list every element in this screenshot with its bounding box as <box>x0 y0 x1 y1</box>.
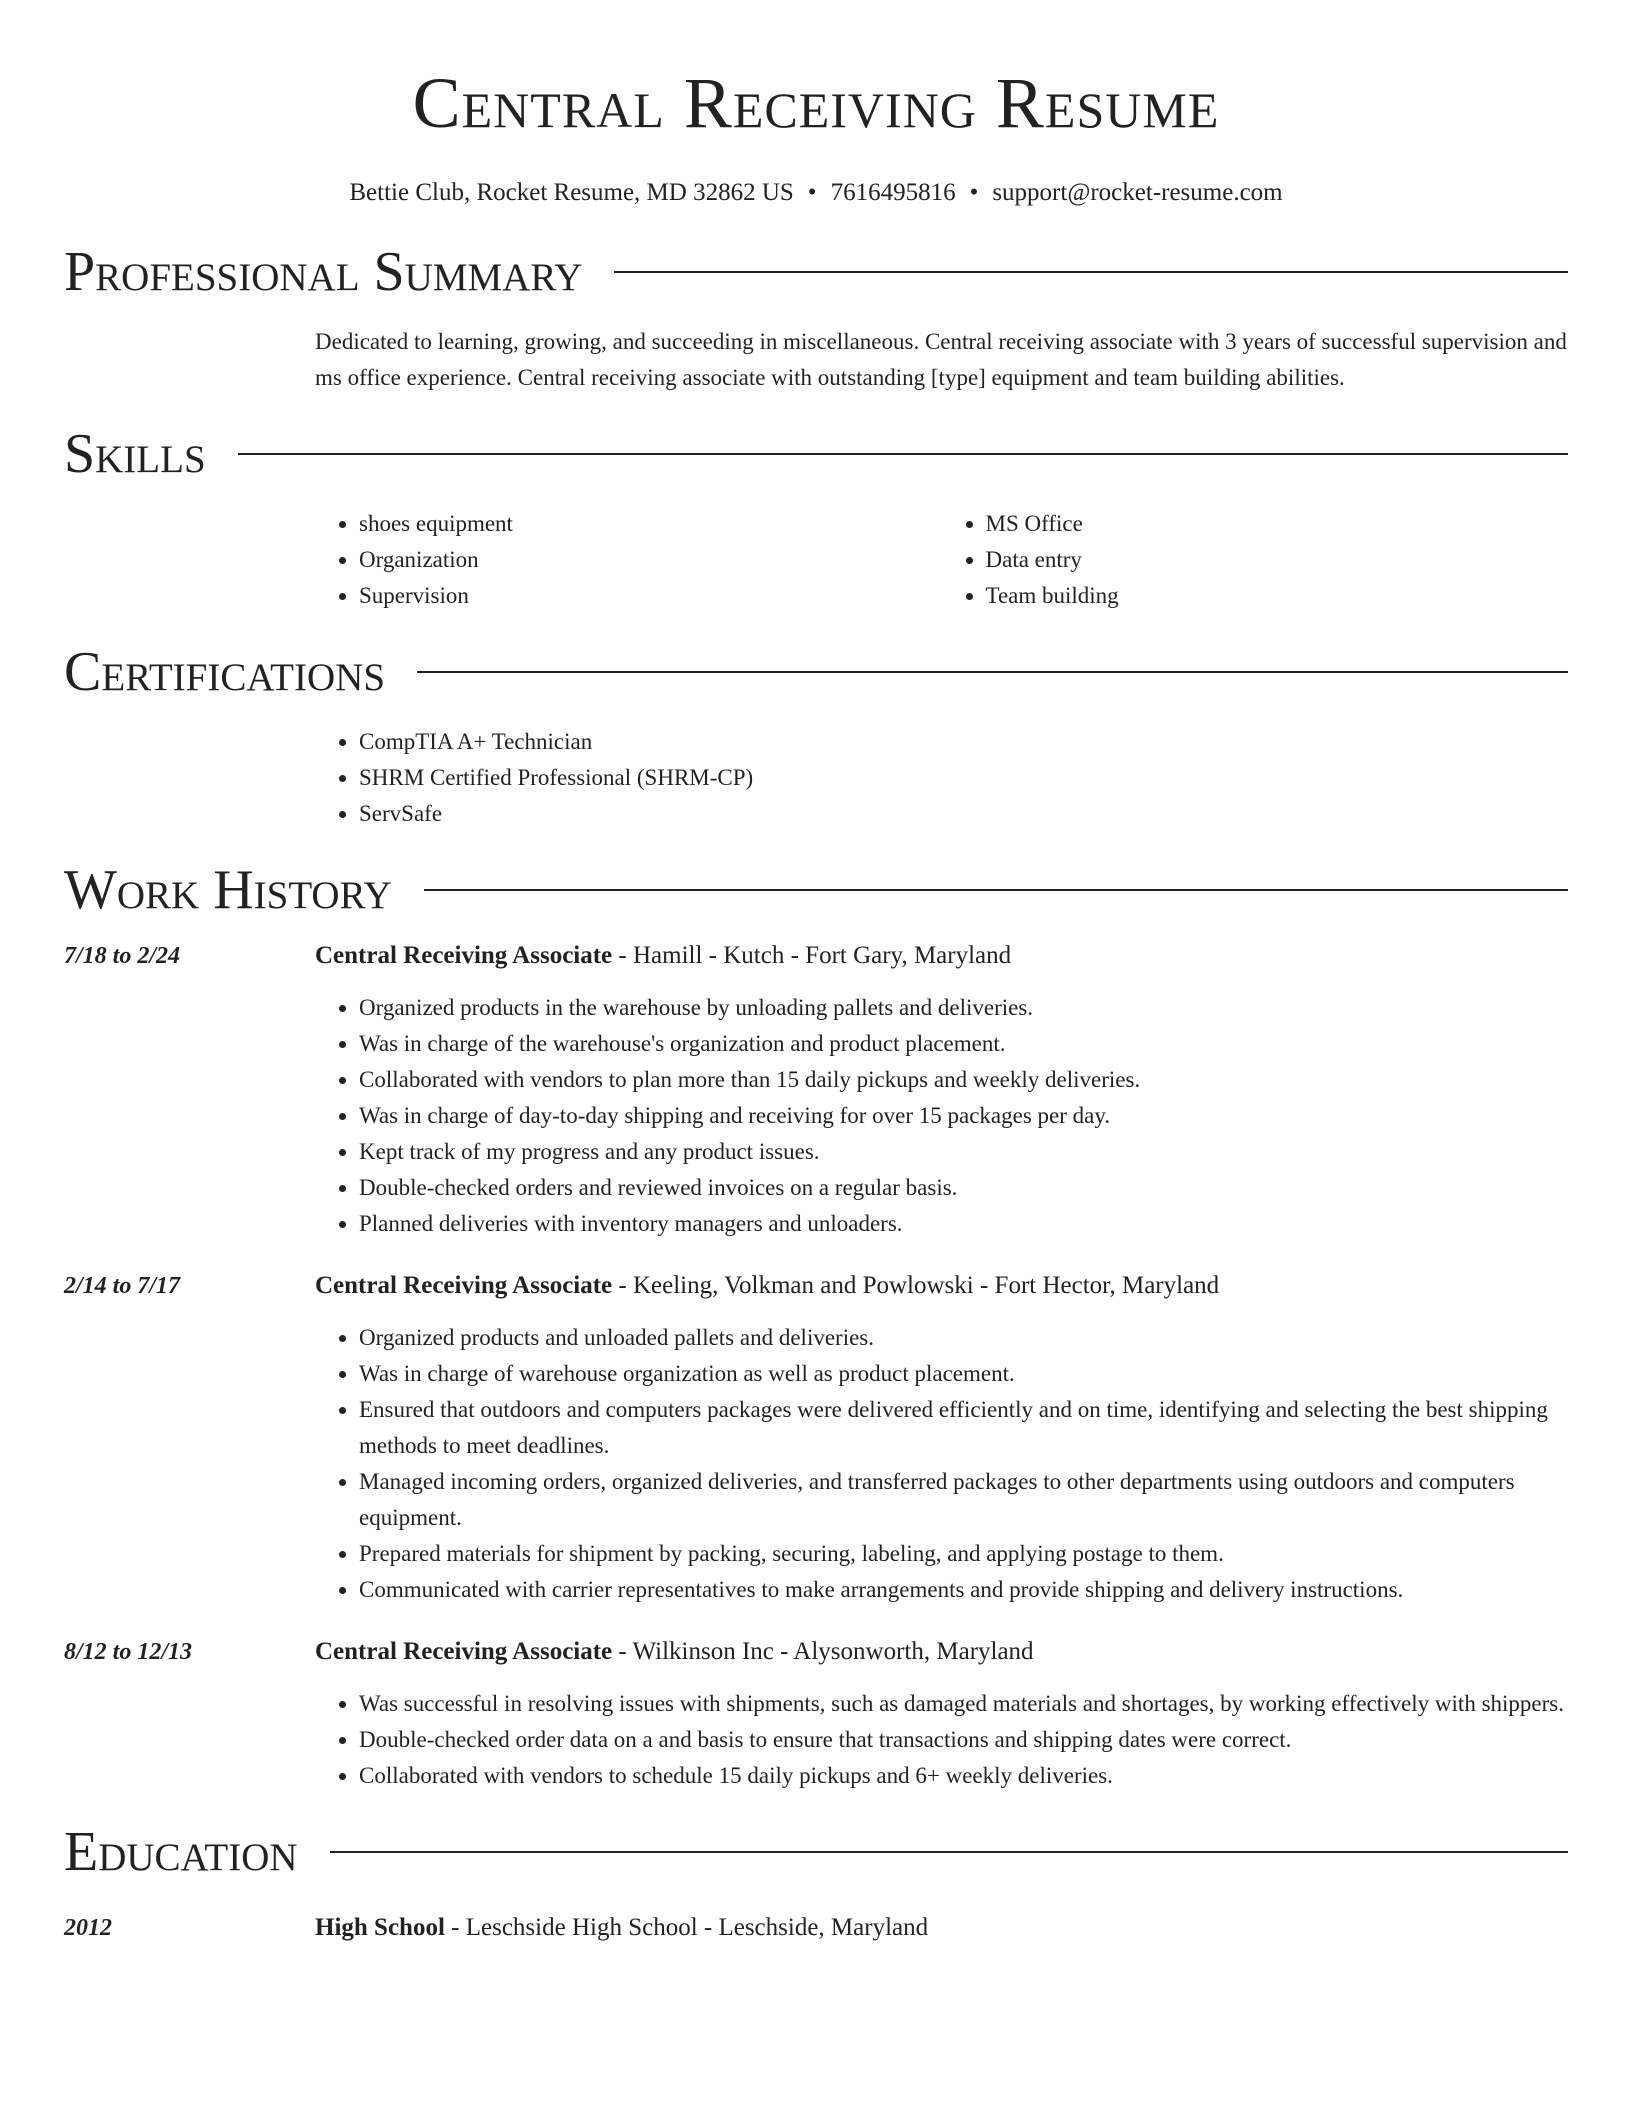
contact-separator: • <box>807 179 817 206</box>
skill-item: • Team building <box>986 578 1569 614</box>
certifications-list <box>315 724 1568 832</box>
skills-column-right <box>942 506 1569 614</box>
job-dates: 2/14 to 7/17 <box>64 1273 181 1299</box>
job-bullet: • Prepared materials for shipment by packing, securing, labeling, and applying postage to them. <box>359 1536 1568 1572</box>
education-section-header <box>64 1820 1568 1884</box>
certifications-heading: Certifications <box>64 641 386 703</box>
job-header <box>315 1634 1568 1670</box>
job-bullet: • Kept track of my progress and any product issues. <box>359 1134 1568 1170</box>
job-employer: - Wilkinson Inc - Alysonworth, Maryland <box>612 1638 1034 1665</box>
job-bullet: • Communicated with carrier representatives to make arrangements and provide shipping and delivery instructions. <box>359 1572 1568 1608</box>
education-entry <box>64 1910 1568 1962</box>
job-bullet: • Organized products in the warehouse by unloading pallets and deliveries. <box>359 990 1568 1026</box>
job-entry <box>64 1268 1568 1608</box>
job-bullet: • Organized products and unloaded pallets and deliveries. <box>359 1320 1568 1356</box>
job-bullets <box>315 990 1568 1242</box>
job-dates: 8/12 to 12/13 <box>64 1639 193 1665</box>
certifications-bullets <box>315 724 1568 832</box>
job-bullet: • Collaborated with vendors to plan more than 15 daily pickups and weekly deliveries. <box>359 1062 1568 1098</box>
skills-section-header <box>64 422 1568 486</box>
skill-item: • MS Office <box>986 506 1569 542</box>
job-title: Central Receiving Associate <box>315 942 613 969</box>
job-bullet: • Was in charge of warehouse organization as well as product placement. <box>359 1356 1568 1392</box>
skill-item: • Organization <box>359 542 942 578</box>
job-header <box>315 938 1568 974</box>
contact-line <box>64 178 1568 208</box>
job-bullet: • Ensured that outdoors and computers packages were delivered efficiently and on time, identifying and selecting the best shipping methods to meet deadlines. <box>359 1392 1568 1464</box>
job-bullets <box>315 1320 1568 1608</box>
job-entry <box>64 1634 1568 1794</box>
skill-item: • shoes equipment <box>359 506 942 542</box>
education-degree: High School <box>315 1914 445 1941</box>
job-details <box>315 938 1568 1242</box>
job-bullet: • Double-checked orders and reviewed invoices on a regular basis. <box>359 1170 1568 1206</box>
education-year: 2012 <box>64 1915 112 1941</box>
job-bullet: • Was in charge of the warehouse's organization and product placement. <box>359 1026 1568 1062</box>
section-divider <box>417 671 1568 673</box>
certification-item: • ServSafe <box>359 796 1568 832</box>
job-bullet: • Collaborated with vendors to schedule 15 daily pickups and 6+ weekly deliveries. <box>359 1758 1568 1794</box>
job-bullet: • Planned deliveries with inventory managers and unloaders. <box>359 1206 1568 1242</box>
job-employer: - Hamill - Kutch - Fort Gary, Maryland <box>612 942 1012 969</box>
skills-heading: Skills <box>64 423 206 485</box>
job-entry <box>64 938 1568 1242</box>
job-bullet: • Managed incoming orders, organized deliveries, and transferred packages to other departments using outdoors and computers equipment. <box>359 1464 1568 1536</box>
job-employer: - Keeling, Volkman and Powlowski - Fort Hector, Maryland <box>612 1272 1220 1299</box>
work-section-header <box>64 858 1568 922</box>
section-divider <box>424 889 1568 891</box>
contact-phone: 7616495816 <box>830 179 956 206</box>
section-divider <box>330 1851 1568 1853</box>
summary-section-header <box>64 240 1568 304</box>
job-details <box>315 1634 1568 1794</box>
contact-address: Bettie Club, Rocket Resume, MD 32862 US <box>349 179 794 206</box>
certifications-section-header <box>64 640 1568 704</box>
skills-list <box>315 506 1568 614</box>
job-bullet: • Double-checked order data on a and basis to ensure that transactions and shipping dates were correct. <box>359 1722 1568 1758</box>
skill-item: • Supervision <box>359 578 942 614</box>
job-title: Central Receiving Associate <box>315 1272 613 1299</box>
contact-email: support@rocket-resume.com <box>992 179 1283 206</box>
job-title: Central Receiving Associate <box>315 1638 613 1665</box>
education-header <box>315 1910 1568 1946</box>
certification-item: • CompTIA A+ Technician <box>359 724 1568 760</box>
job-bullet: • Was successful in resolving issues with shipments, such as damaged materials and shortages, by working effectively with shippers. <box>359 1686 1568 1722</box>
job-details <box>315 1268 1568 1608</box>
contact-separator: • <box>969 179 979 206</box>
job-bullets <box>315 1686 1568 1794</box>
education-details <box>315 1910 1568 1962</box>
resume-title: Central Receiving Resume <box>412 63 1220 143</box>
education-heading: Education <box>64 1821 298 1883</box>
skill-item: • Data entry <box>986 542 1569 578</box>
certification-item: • SHRM Certified Professional (SHRM-CP) <box>359 760 1568 796</box>
summary-heading: Professional Summary <box>64 241 583 303</box>
job-header <box>315 1268 1568 1304</box>
job-dates: 7/18 to 2/24 <box>64 943 181 969</box>
skills-column-left <box>315 506 942 614</box>
summary-text: Dedicated to learning, growing, and succeeding in miscellaneous. Central receiving associate with 3 years of successful supervision and ms office experience. Central receiving associate with outstanding [type] equipment and team building abilities. <box>315 329 1567 390</box>
work-heading: Work History <box>64 859 392 921</box>
section-divider <box>614 271 1568 273</box>
education-school: - Leschside High School - Leschside, Maryland <box>444 1914 929 1941</box>
section-divider <box>238 453 1568 455</box>
job-bullet: • Was in charge of day-to-day shipping and receiving for over 15 packages per day. <box>359 1098 1568 1134</box>
